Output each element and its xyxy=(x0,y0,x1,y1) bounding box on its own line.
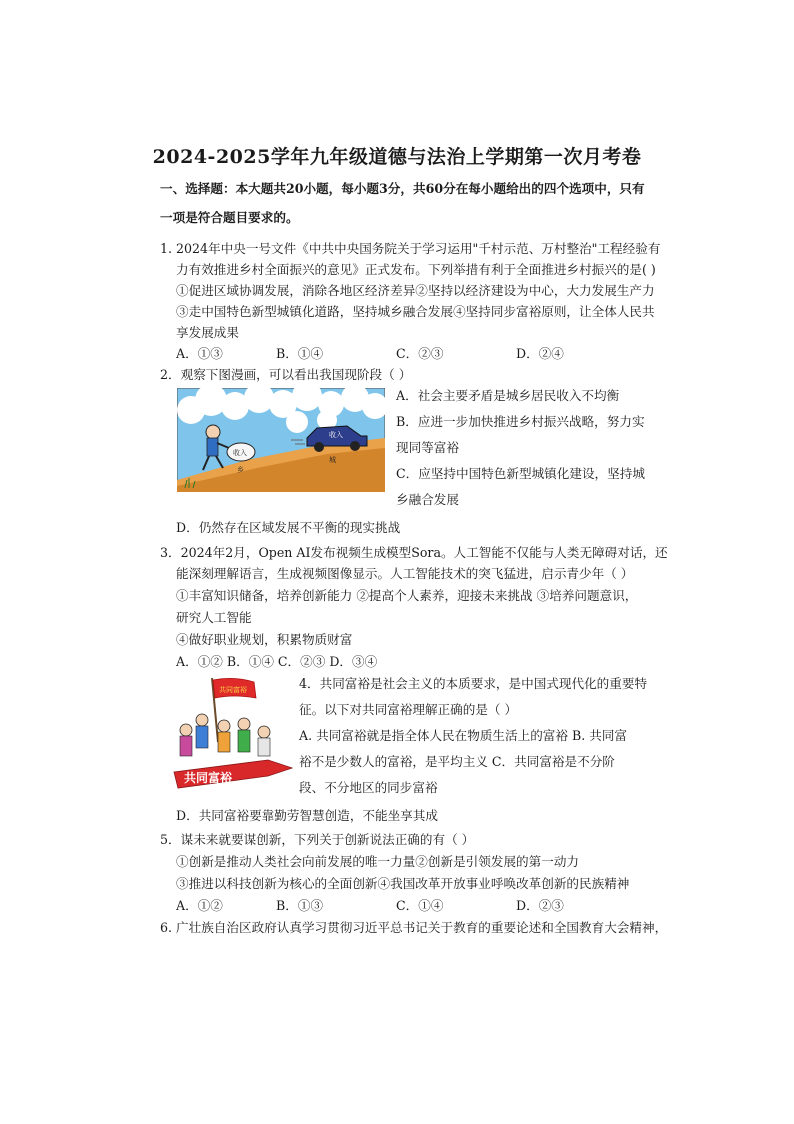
q2-stem: 2．观察下图漫画，可以看出我国现阶段（ ） xyxy=(160,367,412,382)
q2-comic xyxy=(177,388,385,492)
q2-option-d[interactable]: D．仍然存在区域发展不平衡的现实挑战 xyxy=(176,520,401,535)
svg-text:收入: 收入 xyxy=(329,431,343,439)
section-header-line2: 一项是符合题目要求的。 xyxy=(160,210,299,225)
banner-text: 共同富裕 xyxy=(184,771,233,785)
q1-line1: 1. 2024年中央一号文件《中共中央国务院关于学习运用"千村示范、万村整治"工程经验有 xyxy=(160,241,661,256)
q1-option-d[interactable]: D．②④ xyxy=(516,346,564,361)
q1-line5: 享发展成果 xyxy=(176,325,239,340)
q2-option-b-cont: 现同等富裕 xyxy=(396,440,459,455)
q3-options[interactable]: A．①② B．①④ C．②③ D．③④ xyxy=(176,654,378,669)
q1-option-a[interactable]: A．①③ xyxy=(176,346,223,361)
q5-line3: ③推进以科技创新为核心的全面创新④我国改革开放事业呼唤改革创新的民族精神 xyxy=(176,876,630,891)
q1-option-b[interactable]: B．①④ xyxy=(276,346,324,361)
q1-option-c[interactable]: C．②③ xyxy=(396,346,444,361)
q5-stem: 5．谋未来就要谋创新，下列关于创新说法正确的有（ ） xyxy=(160,832,475,847)
q5-option-d[interactable]: D．②③ xyxy=(516,898,564,913)
q3-line3: ①丰富知识储备，培养创新能力 ②提高个人素养，迎接未来挑战 ③培养问题意识， xyxy=(176,588,638,603)
q3-line5: ④做好职业规划，积累物质财富 xyxy=(176,632,353,647)
q1-line4: ③走中国特色新型城镇化道路，坚持城乡融合发展④坚持同步富裕原则，让全体人民共 xyxy=(176,304,655,319)
q2-option-c-cont: 乡融合发展 xyxy=(396,492,459,507)
q4-option-a-b[interactable]: A. 共同富裕就是指全体人民在物质生活上的富裕 B. 共同富 xyxy=(299,728,628,743)
q4-line2: 征。以下对共同富裕理解正确的是（ ） xyxy=(299,702,518,717)
q3-line4: 研究人工智能 xyxy=(176,610,252,625)
svg-text:收入: 收入 xyxy=(233,449,247,457)
q1-line2: 力有效推进乡村全面振兴的意见》正式发布。下列举措有利于全面推进乡村振兴的是( ) xyxy=(176,262,656,277)
q4-illustration xyxy=(172,672,294,792)
q5-option-b[interactable]: B．①③ xyxy=(276,898,324,913)
q3-line1: 3．2024年2月，Open AI发布视频生成模型Sora。人工智能不仅能与人类无障碍对话，还 xyxy=(160,545,668,560)
q4-option-c-cont: 段、不分地区的同步富裕 xyxy=(299,780,438,795)
svg-text:乡: 乡 xyxy=(237,466,244,474)
exam-title: 2024-2025学年九年级道德与法治上学期第一次月考卷 xyxy=(152,146,642,168)
q4-option-b-c[interactable]: 裕不是少数人的富裕，是平均主义 C．共同富裕是不分阶 xyxy=(299,754,615,769)
svg-text:城: 城 xyxy=(329,456,336,464)
q4-line1: 4．共同富裕是社会主义的本质要求，是中国式现代化的重要特 xyxy=(299,676,648,691)
q5-option-c[interactable]: C．①④ xyxy=(396,898,444,913)
section-header-line1: 一、选择题：本大题共20小题，每小题3分，共60分在每小题给出的四个选项中，只有 xyxy=(160,181,645,196)
q3-line2: 能深刻理解语言，生成视频图像显示。人工智能技术的突飞猛进，启示青少年（ ） xyxy=(176,566,634,581)
q4-option-d[interactable]: D．共同富裕要靠勤劳智慧创造，不能坐享其成 xyxy=(176,808,438,823)
q2-option-a[interactable]: A．社会主要矛盾是城乡居民收入不均衡 xyxy=(396,388,620,403)
q5-option-a[interactable]: A．①② xyxy=(176,898,223,913)
flag-text: 共同富裕 xyxy=(219,686,247,694)
q1-line3: ①促进区域协调发展，消除各地区经济差异②坚持以经济建设为中心，大力发展生产力 xyxy=(176,283,655,298)
q5-line2: ①创新是推动人类社会向前发展的唯一力量②创新是引领发展的第一动力 xyxy=(176,854,579,869)
q6-line1: 6. 广壮族自治区政府认真学习贯彻习近平总书记关于教育的重要论述和全国教育大会精神， xyxy=(160,920,668,935)
q2-option-b[interactable]: B．应进一步加快推进乡村振兴战略，努力实 xyxy=(396,414,645,429)
q2-option-c[interactable]: C．应坚持中国特色新型城镇化建设，坚持城 xyxy=(396,466,645,481)
